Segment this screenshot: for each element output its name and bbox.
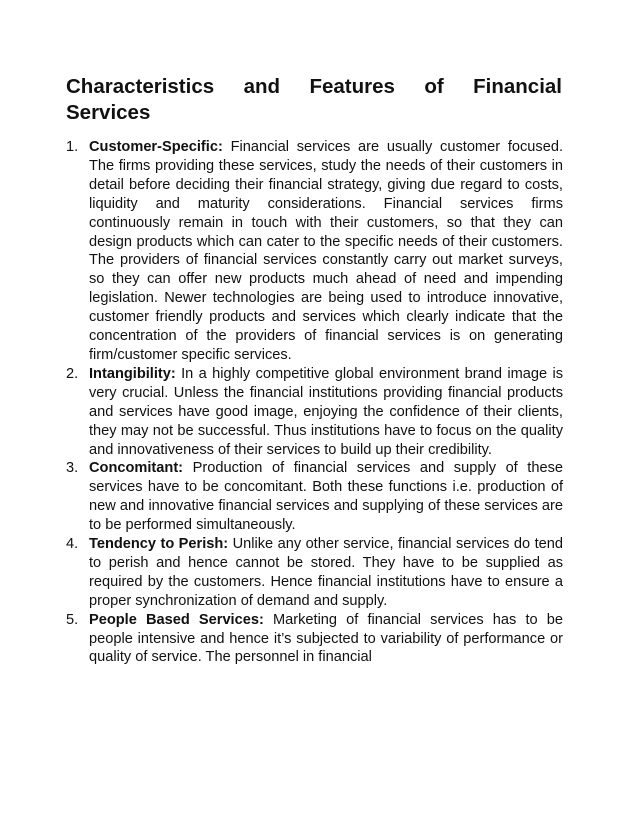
- title-line-1: Characteristics and Features of Financial: [66, 75, 562, 98]
- item-term: Concomitant:: [89, 460, 184, 477]
- item-text: Financial services are usually customer focused. The firms providing these services, study the needs of their customers in detail before deciding their financial strategy, giving due regard to costs, liquidity and maturity considerations. Financial services firms continuously remain in touch with their customers, so that they can design products which can cater to the specific needs of their customers. The providers of financial services constantly carry out market surveys, so they can offer new products much ahead of need and impending legislation. Newer technologies are being used to introduce innovative, customer friendly products and services which clearly indicate that the concentration of the providers of financial services is on generating firm/customer specific services.: [89, 139, 563, 363]
- item-term: People Based Services:: [89, 611, 264, 628]
- item-text: Unlike any other service, financial services do tend to perish and hence cannot be stored. They have to be supplied as required by the customers. Hence financial institutions have to ensure a proper synchronization of demand and supply.: [89, 536, 563, 609]
- item-text: In a highly competitive global environment brand image is very crucial. Unless the financial institutions providing financial products and services have good image, enjoying the confidence of their clients, they may not be successful. Thus institutions have to focus on the quality and innovativeness of their services to build up their credibility.: [89, 365, 563, 458]
- item-number: 5.: [66, 611, 79, 628]
- item-term: Tendency to Perish:: [89, 536, 229, 553]
- item-text: Marketing of financial services has to be people intensive and hence it’s subjected to variability of performance or quality of service. The personnel in financial: [89, 611, 564, 666]
- item-number: 2.: [66, 365, 79, 382]
- list-item-people-based-services: [66, 611, 563, 668]
- item-number: 3.: [66, 460, 79, 477]
- document-title: [66, 74, 562, 126]
- item-term: Intangibility:: [89, 365, 176, 382]
- list-item-tendency-to-perish: [66, 535, 563, 611]
- list-item-concomitant: [66, 459, 563, 535]
- item-number: 1.: [66, 139, 79, 155]
- characteristics-list: [66, 138, 563, 667]
- item-term: Customer-Specific:: [89, 139, 223, 155]
- title-line-2: Services: [66, 101, 151, 124]
- item-text: Production of financial services and supply of these services have to be concomitant. Both these functions i.e. production of new and innovative financial services and supplying of these services are to be performed simultaneously.: [89, 460, 564, 534]
- list-item-intangibility: [66, 365, 563, 460]
- item-number: 4.: [66, 536, 79, 553]
- list-item-customer-specific: [66, 138, 563, 365]
